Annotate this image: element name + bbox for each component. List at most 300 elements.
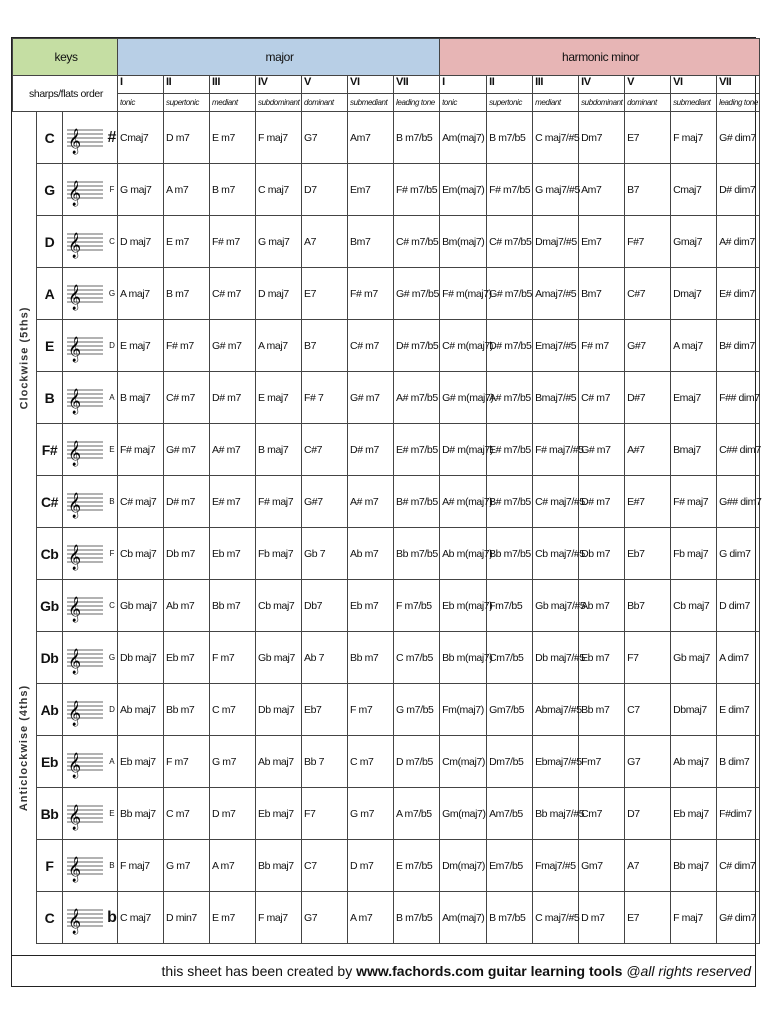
minor-chord-cell: Abmaj7/#5	[533, 684, 579, 736]
key-signature-staff-icon	[63, 892, 107, 944]
major-function-6: submediant	[348, 94, 394, 112]
minor-chord-cell: C# m(maj7)	[440, 320, 487, 372]
minor-chord-cell: Bb maj7/#5	[533, 788, 579, 840]
major-chord-cell: Eb maj7	[118, 736, 164, 788]
major-chord-cell: Fb maj7	[256, 528, 302, 580]
minor-chord-cell: D# m7/b5	[487, 320, 533, 372]
major-chord-cell: F# maj7	[256, 476, 302, 528]
major-chord-cell: E maj7	[118, 320, 164, 372]
key-name: Db	[37, 632, 63, 684]
minor-chord-cell: Fm7	[579, 736, 625, 788]
minor-chord-cell: Emaj7/#5	[533, 320, 579, 372]
minor-chord-cell: A maj7	[671, 320, 717, 372]
minor-chord-cell: Bb m7/b5	[487, 528, 533, 580]
major-chord-cell: C maj7	[118, 892, 164, 944]
major-chord-cell: Am7	[348, 112, 394, 164]
accidental-order: A	[107, 372, 118, 424]
minor-chord-cell: D# dim7	[717, 164, 760, 216]
key-signature-staff-icon	[63, 476, 107, 528]
key-name: B	[37, 372, 63, 424]
minor-chord-cell: Dbmaj7	[671, 684, 717, 736]
minor-chord-cell: D7	[625, 788, 671, 840]
minor-chord-cell: Gmaj7	[671, 216, 717, 268]
major-chord-cell: Db maj7	[256, 684, 302, 736]
key-row	[13, 684, 760, 736]
minor-chord-cell: Ab m(maj7)	[440, 528, 487, 580]
accidental-order: G	[107, 632, 118, 684]
minor-chord-cell: E# dim7	[717, 268, 760, 320]
svg-text:𝄞: 𝄞	[67, 180, 81, 206]
minor-chord-cell: Dm7	[579, 112, 625, 164]
minor-chord-cell: Dmaj7	[671, 268, 717, 320]
accidental-order: F	[107, 164, 118, 216]
minor-chord-cell: A dim7	[717, 632, 760, 684]
svg-text:𝄞: 𝄞	[67, 856, 81, 882]
accidental-order: B	[107, 476, 118, 528]
minor-function-6: submediant	[671, 94, 717, 112]
major-chord-cell: Bb maj7	[256, 840, 302, 892]
major-chord-cell: B m7/b5	[394, 892, 440, 944]
accidental-order: E	[107, 424, 118, 476]
minor-chord-cell: Em(maj7)	[440, 164, 487, 216]
svg-text:𝄞: 𝄞	[67, 388, 81, 414]
footer-prefix: this sheet has been created by	[161, 963, 353, 979]
minor-chord-cell: Fb maj7	[671, 528, 717, 580]
minor-chord-cell: D dim7	[717, 580, 760, 632]
key-signature-staff-icon	[63, 216, 107, 268]
minor-chord-cell: G7	[625, 736, 671, 788]
major-chord-cell: F# m7	[164, 320, 210, 372]
minor-degree-6: VI	[671, 76, 717, 94]
footer	[12, 955, 755, 986]
major-chord-cell: Ab 7	[302, 632, 348, 684]
major-chord-cell: E7	[302, 268, 348, 320]
minor-chord-cell: C## dim7	[717, 424, 760, 476]
harmonic-minor-header: harmonic minor	[440, 39, 760, 76]
key-signature-staff-icon	[63, 112, 107, 164]
major-chord-cell: A m7	[164, 164, 210, 216]
minor-chord-cell: Cb maj7	[671, 580, 717, 632]
major-chord-cell: C7	[302, 840, 348, 892]
major-chord-cell: A# m7	[210, 424, 256, 476]
minor-chord-cell: C maj7/#5	[533, 892, 579, 944]
svg-text:𝄞: 𝄞	[67, 336, 81, 362]
svg-text:𝄞: 𝄞	[67, 908, 81, 934]
minor-chord-cell: E#7	[625, 476, 671, 528]
minor-function-1: tonic	[440, 94, 487, 112]
minor-chord-cell: C7	[625, 684, 671, 736]
minor-degree-1: I	[440, 76, 487, 94]
minor-chord-cell: A# m(maj7)	[440, 476, 487, 528]
minor-chord-cell: F# m7/b5	[487, 164, 533, 216]
key-row	[13, 632, 760, 684]
key-name: C	[37, 892, 63, 944]
major-chord-cell: E m7/b5	[394, 840, 440, 892]
minor-chord-cell: G# dim7	[717, 892, 760, 944]
side-margin	[13, 112, 37, 164]
major-chord-cell: Cb maj7	[118, 528, 164, 580]
minor-chord-cell: E dim7	[717, 684, 760, 736]
major-chord-cell: E m7	[164, 216, 210, 268]
key-signature-staff-icon	[63, 164, 107, 216]
accidental-order: D	[107, 320, 118, 372]
minor-chord-cell: A7	[625, 840, 671, 892]
minor-chord-cell: Bb maj7	[671, 840, 717, 892]
major-chord-cell: D m7	[348, 840, 394, 892]
major-chord-cell: F m7	[164, 736, 210, 788]
major-chord-cell: Eb m7	[164, 632, 210, 684]
svg-text:𝄞: 𝄞	[67, 440, 81, 466]
minor-chord-cell: Cb maj7/#5	[533, 528, 579, 580]
major-chord-cell: C m7	[164, 788, 210, 840]
key-name: A	[37, 268, 63, 320]
minor-chord-cell: Am(maj7)	[440, 112, 487, 164]
major-chord-cell: D# m7	[348, 424, 394, 476]
chord-sheet	[11, 37, 762, 987]
key-row	[13, 424, 760, 476]
clockwise-label: Clockwise (5ths)	[18, 306, 30, 410]
major-chord-cell: B maj7	[256, 424, 302, 476]
minor-chord-cell: Am(maj7)	[440, 892, 487, 944]
major-chord-cell: G m7	[348, 788, 394, 840]
major-chord-cell: Gb maj7	[118, 580, 164, 632]
major-chord-cell: A m7/b5	[394, 788, 440, 840]
accidental-order: D	[107, 684, 118, 736]
minor-chord-cell: Eb maj7	[671, 788, 717, 840]
major-chord-cell: Bb m7	[210, 580, 256, 632]
accidental-order: C	[107, 216, 118, 268]
major-chord-cell: F m7/b5	[394, 580, 440, 632]
accidental-order: A	[107, 736, 118, 788]
major-chord-cell: E# m7	[210, 476, 256, 528]
minor-chord-cell: Dm(maj7)	[440, 840, 487, 892]
svg-text:𝄞: 𝄞	[67, 128, 81, 154]
key-name: G	[37, 164, 63, 216]
major-chord-cell: D maj7	[256, 268, 302, 320]
major-chord-cell: G7	[302, 892, 348, 944]
key-name: Eb	[37, 736, 63, 788]
minor-chord-cell: G# m7	[579, 424, 625, 476]
major-chord-cell: Bb m7	[164, 684, 210, 736]
major-chord-cell: G# m7	[210, 320, 256, 372]
minor-chord-cell: Bmaj7	[671, 424, 717, 476]
accidental-order: E	[107, 788, 118, 840]
minor-chord-cell: Gm7/b5	[487, 684, 533, 736]
major-function-2: supertonic	[164, 94, 210, 112]
key-row	[13, 268, 760, 320]
footer-rights: @all rights reserved	[626, 963, 751, 979]
major-chord-cell: F# m7/b5	[394, 164, 440, 216]
minor-chord-cell: Am7/b5	[487, 788, 533, 840]
major-degree-2: II	[164, 76, 210, 94]
accidental-order: B	[107, 840, 118, 892]
minor-chord-cell: Dmaj7/#5	[533, 216, 579, 268]
major-chord-cell: G# m7/b5	[394, 268, 440, 320]
svg-text:𝄞: 𝄞	[67, 700, 81, 726]
minor-chord-cell: Em7/b5	[487, 840, 533, 892]
minor-chord-cell: Ab m7	[579, 580, 625, 632]
major-function-4: subdominant	[256, 94, 302, 112]
major-chord-cell: B m7/b5	[394, 112, 440, 164]
minor-chord-cell: Fm7/b5	[487, 580, 533, 632]
minor-chord-cell: C# m7/b5	[487, 216, 533, 268]
major-chord-cell: Db maj7	[118, 632, 164, 684]
minor-chord-cell: Db m7	[579, 528, 625, 580]
major-chord-cell: E m7	[210, 112, 256, 164]
major-chord-cell: G m7	[164, 840, 210, 892]
major-chord-cell: D m7	[210, 788, 256, 840]
minor-chord-cell: Bm(maj7)	[440, 216, 487, 268]
minor-chord-cell: A# dim7	[717, 216, 760, 268]
minor-chord-cell: Eb7	[625, 528, 671, 580]
major-chord-cell: B m7	[210, 164, 256, 216]
major-chord-cell: C#7	[302, 424, 348, 476]
minor-chord-cell: Gm7	[579, 840, 625, 892]
key-signature-staff-icon	[63, 632, 107, 684]
minor-chord-cell: G# dim7	[717, 112, 760, 164]
key-name: F#	[37, 424, 63, 476]
major-chord-cell: A m7	[348, 892, 394, 944]
major-function-5: dominant	[302, 94, 348, 112]
key-row	[13, 840, 760, 892]
minor-chord-cell: Fm(maj7)	[440, 684, 487, 736]
major-function-3: mediant	[210, 94, 256, 112]
key-row	[13, 112, 760, 164]
major-chord-cell: G#7	[302, 476, 348, 528]
minor-chord-cell: B# dim7	[717, 320, 760, 372]
minor-chord-cell: F# m7	[579, 320, 625, 372]
svg-text:𝄞: 𝄞	[67, 648, 81, 674]
minor-chord-cell: F#7	[625, 216, 671, 268]
major-chord-cell: C# m7	[348, 320, 394, 372]
major-chord-cell: B7	[302, 320, 348, 372]
key-row	[13, 216, 760, 268]
minor-chord-cell: B m7/b5	[487, 892, 533, 944]
major-chord-cell: Db m7	[164, 528, 210, 580]
minor-chord-cell: C maj7/#5	[533, 112, 579, 164]
key-signature-staff-icon	[63, 684, 107, 736]
major-chord-cell: A maj7	[256, 320, 302, 372]
minor-function-2: supertonic	[487, 94, 533, 112]
minor-chord-cell: Cm7/b5	[487, 632, 533, 684]
footer-site-link[interactable]: www.fachords.com guitar learning tools	[356, 963, 623, 979]
minor-function-3: mediant	[533, 94, 579, 112]
key-signature-staff-icon	[63, 372, 107, 424]
major-chord-cell: C# m7	[210, 268, 256, 320]
minor-chord-cell: Bb m7	[579, 684, 625, 736]
minor-chord-cell: Ab maj7	[671, 736, 717, 788]
minor-chord-cell: Gm(maj7)	[440, 788, 487, 840]
key-name: F	[37, 840, 63, 892]
major-chord-cell: F# m7	[348, 268, 394, 320]
major-chord-cell: A# m7/b5	[394, 372, 440, 424]
key-row	[13, 528, 760, 580]
minor-chord-cell: Eb m7	[579, 632, 625, 684]
major-chord-cell: G# m7	[164, 424, 210, 476]
key-name: C	[37, 112, 63, 164]
major-chord-cell: E m7	[210, 892, 256, 944]
minor-chord-cell: G## dim7	[717, 476, 760, 528]
minor-degree-3: III	[533, 76, 579, 94]
major-chord-cell: G m7/b5	[394, 684, 440, 736]
minor-chord-cell: Em7	[579, 216, 625, 268]
minor-function-5: dominant	[625, 94, 671, 112]
minor-chord-cell: F# maj7	[671, 476, 717, 528]
major-degree-1: I	[118, 76, 164, 94]
minor-chord-cell: Cmaj7	[671, 164, 717, 216]
major-chord-cell: A maj7	[118, 268, 164, 320]
minor-chord-cell: Ebmaj7/#5	[533, 736, 579, 788]
minor-chord-cell: A#7	[625, 424, 671, 476]
key-name: Ab	[37, 684, 63, 736]
major-chord-cell: F7	[302, 788, 348, 840]
major-chord-cell: Eb maj7	[256, 788, 302, 840]
minor-chord-cell: F# m(maj7)	[440, 268, 487, 320]
major-chord-cell: B m7	[164, 268, 210, 320]
major-chord-cell: D m7/b5	[394, 736, 440, 788]
minor-chord-cell: G# m7/b5	[487, 268, 533, 320]
minor-degree-5: V	[625, 76, 671, 94]
key-name: Gb	[37, 580, 63, 632]
major-chord-cell: A7	[302, 216, 348, 268]
key-signature-staff-icon	[63, 840, 107, 892]
minor-chord-cell: F# maj7/#5	[533, 424, 579, 476]
svg-text:𝄞: 𝄞	[67, 492, 81, 518]
minor-chord-cell: Amaj7/#5	[533, 268, 579, 320]
keys-header: keys	[13, 39, 118, 76]
major-chord-cell: Ab m7	[164, 580, 210, 632]
minor-chord-cell: Cm(maj7)	[440, 736, 487, 788]
minor-chord-cell: B m7/b5	[487, 112, 533, 164]
major-chord-cell: D# m7/b5	[394, 320, 440, 372]
accidental-order: F	[107, 528, 118, 580]
minor-chord-cell: F#dim7	[717, 788, 760, 840]
svg-text:𝄞: 𝄞	[67, 752, 81, 778]
major-chord-cell: F maj7	[118, 840, 164, 892]
major-chord-cell: F# maj7	[118, 424, 164, 476]
minor-chord-cell: C#7	[625, 268, 671, 320]
key-signature-staff-icon	[63, 580, 107, 632]
svg-text:𝄞: 𝄞	[67, 232, 81, 258]
minor-chord-cell: B7	[625, 164, 671, 216]
minor-chord-cell: C# dim7	[717, 840, 760, 892]
major-chord-cell: C# maj7	[118, 476, 164, 528]
accidental-order: #	[107, 112, 118, 164]
major-chord-cell: Bm7	[348, 216, 394, 268]
minor-degree-2: II	[487, 76, 533, 94]
minor-chord-cell: A# m7/b5	[487, 372, 533, 424]
major-chord-cell: G# m7	[348, 372, 394, 424]
major-chord-cell: F# m7	[210, 216, 256, 268]
major-chord-cell: F maj7	[256, 892, 302, 944]
major-chord-cell: Eb m7	[348, 580, 394, 632]
key-signature-staff-icon	[63, 320, 107, 372]
accidental-order: C	[107, 580, 118, 632]
minor-chord-cell: Bm7	[579, 268, 625, 320]
major-chord-cell: Gb 7	[302, 528, 348, 580]
major-chord-cell: E# m7/b5	[394, 424, 440, 476]
major-chord-cell: F# 7	[302, 372, 348, 424]
key-row	[13, 736, 760, 788]
major-header: major	[118, 39, 440, 76]
key-name: D	[37, 216, 63, 268]
minor-chord-cell: F maj7	[671, 892, 717, 944]
minor-chord-cell: Bb m(maj7)	[440, 632, 487, 684]
major-chord-cell: C maj7	[256, 164, 302, 216]
major-chord-cell: F maj7	[256, 112, 302, 164]
minor-chord-cell: D m7	[579, 892, 625, 944]
minor-chord-cell: D# m7	[579, 476, 625, 528]
minor-chord-cell: Dm7/b5	[487, 736, 533, 788]
minor-chord-cell: E# m7/b5	[487, 424, 533, 476]
key-row	[13, 580, 760, 632]
major-chord-cell: Ab m7	[348, 528, 394, 580]
major-chord-cell: Bb 7	[302, 736, 348, 788]
minor-chord-cell: Am7	[579, 164, 625, 216]
major-chord-cell: C m7	[348, 736, 394, 788]
major-degree-4: IV	[256, 76, 302, 94]
major-chord-cell: G m7	[210, 736, 256, 788]
key-name: E	[37, 320, 63, 372]
major-degree-3: III	[210, 76, 256, 94]
major-chord-cell: A m7	[210, 840, 256, 892]
major-chord-cell: B# m7/b5	[394, 476, 440, 528]
minor-chord-cell: B# m7/b5	[487, 476, 533, 528]
major-chord-cell: Eb m7	[210, 528, 256, 580]
key-name: C#	[37, 476, 63, 528]
svg-text:𝄞: 𝄞	[67, 544, 81, 570]
minor-chord-cell: G#7	[625, 320, 671, 372]
major-chord-cell: C m7/b5	[394, 632, 440, 684]
minor-chord-cell: Cm7	[579, 788, 625, 840]
minor-chord-cell: Emaj7	[671, 372, 717, 424]
minor-chord-cell: Eb m(maj7)	[440, 580, 487, 632]
major-chord-cell: A# m7	[348, 476, 394, 528]
major-chord-cell: D maj7	[118, 216, 164, 268]
major-chord-cell: Eb7	[302, 684, 348, 736]
major-chord-cell: C m7	[210, 684, 256, 736]
major-chord-cell: F m7	[348, 684, 394, 736]
svg-text:𝄞: 𝄞	[67, 284, 81, 310]
minor-function-4: subdominant	[579, 94, 625, 112]
key-signature-staff-icon	[63, 528, 107, 580]
key-signature-staff-icon	[63, 736, 107, 788]
major-chord-cell: Gb maj7	[256, 632, 302, 684]
minor-chord-cell: G maj7/#5	[533, 164, 579, 216]
accidental-order: G	[107, 268, 118, 320]
minor-chord-cell: Bb7	[625, 580, 671, 632]
major-chord-cell: G maj7	[118, 164, 164, 216]
minor-chord-cell: G dim7	[717, 528, 760, 580]
key-row	[13, 320, 760, 372]
minor-chord-cell: Gb maj7/#5	[533, 580, 579, 632]
key-row	[13, 892, 760, 944]
major-chord-cell: F m7	[210, 632, 256, 684]
major-function-7: leading tone	[394, 94, 440, 112]
major-chord-cell: Cmaj7	[118, 112, 164, 164]
key-signature-staff-icon	[63, 268, 107, 320]
sharps-flats-order-label: sharps/flats order	[13, 76, 118, 112]
svg-text:𝄞: 𝄞	[67, 804, 81, 830]
accidental-order: b	[107, 892, 118, 944]
major-chord-cell: B maj7	[118, 372, 164, 424]
major-degree-5: V	[302, 76, 348, 94]
minor-chord-cell: D# m(maj7)	[440, 424, 487, 476]
key-row	[13, 476, 760, 528]
key-row	[13, 164, 760, 216]
key-signature-staff-icon	[63, 424, 107, 476]
major-chord-cell: D# m7	[210, 372, 256, 424]
